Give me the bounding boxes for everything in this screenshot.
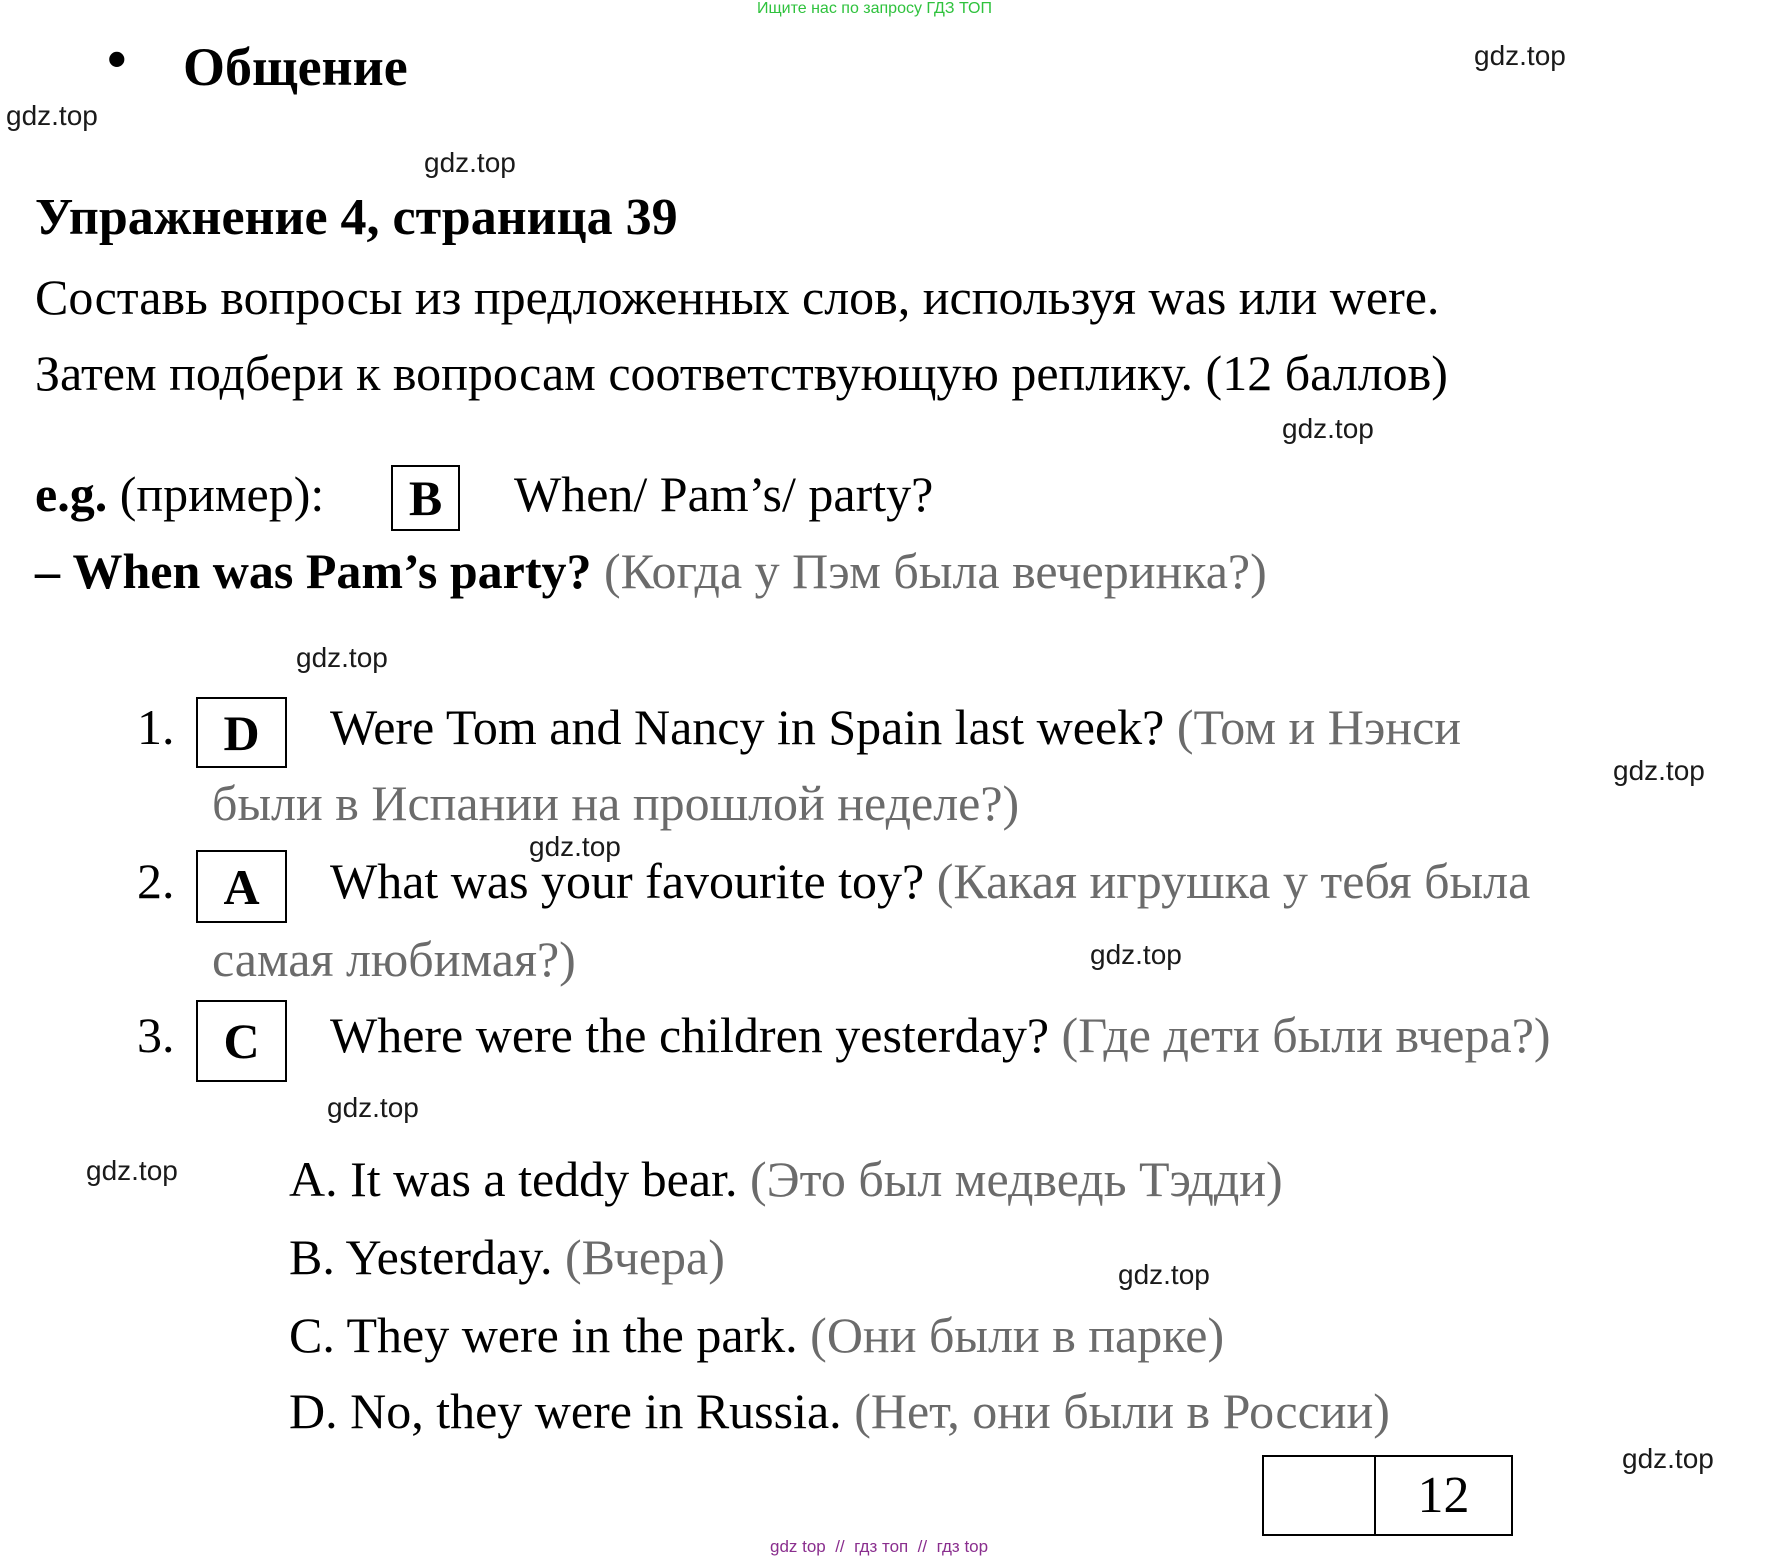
question-text: Were Tom and Nancy in Spain last week? xyxy=(330,699,1165,755)
watermark: gdz.top xyxy=(1282,413,1374,444)
score-box xyxy=(1262,1455,1513,1536)
watermark: gdz.top xyxy=(529,831,621,862)
example-answer-line xyxy=(35,542,1267,600)
score-max-cell: 12 xyxy=(1417,1467,1470,1524)
option-A xyxy=(289,1150,1283,1208)
option-translation: (Нет, они были в России) xyxy=(854,1383,1390,1439)
example-prefix xyxy=(35,465,324,523)
question-line xyxy=(330,698,1461,756)
option-text: Yesterday. xyxy=(345,1229,553,1285)
question-number: 1. xyxy=(137,699,175,755)
question-line xyxy=(330,852,1530,910)
answer-letter-box: A xyxy=(196,850,287,923)
question-number: 2. xyxy=(137,853,175,909)
section-title: Общение xyxy=(183,37,408,97)
example-letter-box: B xyxy=(391,465,460,531)
question-text: What was your favourite toy? xyxy=(330,853,925,909)
top-banner: Ищите нас по запросу ГДЗ ТОП xyxy=(757,0,992,17)
watermark: gdz.top xyxy=(424,147,516,178)
watermark: gdz.top xyxy=(1118,1259,1210,1290)
watermark: gdz.top xyxy=(1474,40,1566,71)
example-prompt: When/ Pam’s/ party? xyxy=(514,466,934,522)
watermark: gdz.top xyxy=(86,1155,178,1186)
example-answer: When was Pam’s party? xyxy=(72,543,592,599)
option-label: A. xyxy=(289,1151,338,1207)
exercise-heading: Упражнение 4, страница 39 xyxy=(35,189,678,246)
watermark: gdz.top xyxy=(1090,939,1182,970)
instruction-line-2: Затем подбери к вопросам соответствующую реплику. (12 баллов) xyxy=(35,345,1448,401)
score-earned-cell xyxy=(1264,1457,1376,1534)
question-translation-cont: самая любимая?) xyxy=(212,931,576,987)
option-text: They were in the park. xyxy=(346,1307,798,1363)
option-B xyxy=(289,1228,725,1286)
answer-letter-box: D xyxy=(196,697,287,768)
question-text: Where were the children yesterday? xyxy=(330,1007,1050,1063)
question-translation-cont: были в Испании на прошлой неделе?) xyxy=(212,775,1020,831)
instruction-line-1: Составь вопросы из предложенных слов, используя was или were. xyxy=(35,269,1440,325)
option-translation: (Вчера) xyxy=(564,1229,725,1285)
option-D xyxy=(289,1382,1390,1440)
answer-letter-box: C xyxy=(196,1000,287,1082)
option-label: B. xyxy=(289,1229,335,1285)
option-text: It was a teddy bear. xyxy=(350,1151,738,1207)
question-translation: (Какая игрушка у тебя была xyxy=(936,853,1531,909)
bullet: • xyxy=(107,29,127,91)
question-number: 3. xyxy=(137,1007,175,1063)
question-line xyxy=(330,1006,1551,1064)
watermark: gdz.top xyxy=(1622,1443,1714,1474)
example-eg: e.g. xyxy=(35,466,108,522)
question-translation: (Том и Нэнси xyxy=(1176,699,1462,755)
option-C xyxy=(289,1306,1224,1364)
option-translation: (Это был медведь Тэдди) xyxy=(749,1151,1283,1207)
watermark: gdz.top xyxy=(296,642,388,673)
watermark: gdz.top xyxy=(6,100,98,131)
option-text: No, they were in Russia. xyxy=(350,1383,842,1439)
watermark: gdz.top xyxy=(1613,755,1705,786)
watermark: gdz.top xyxy=(327,1092,419,1123)
footer-watermark: gdz top // гдз топ // гдз top xyxy=(770,1537,989,1556)
option-label: C. xyxy=(289,1307,335,1363)
example-dash: – xyxy=(35,543,60,599)
example-translation: (Когда у Пэм была вечеринка?) xyxy=(603,543,1267,599)
question-translation: (Где дети были вчера?) xyxy=(1061,1007,1551,1063)
example-label: (пример): xyxy=(119,466,325,522)
option-translation: (Они были в парке) xyxy=(810,1307,1225,1363)
option-label: D. xyxy=(289,1383,338,1439)
